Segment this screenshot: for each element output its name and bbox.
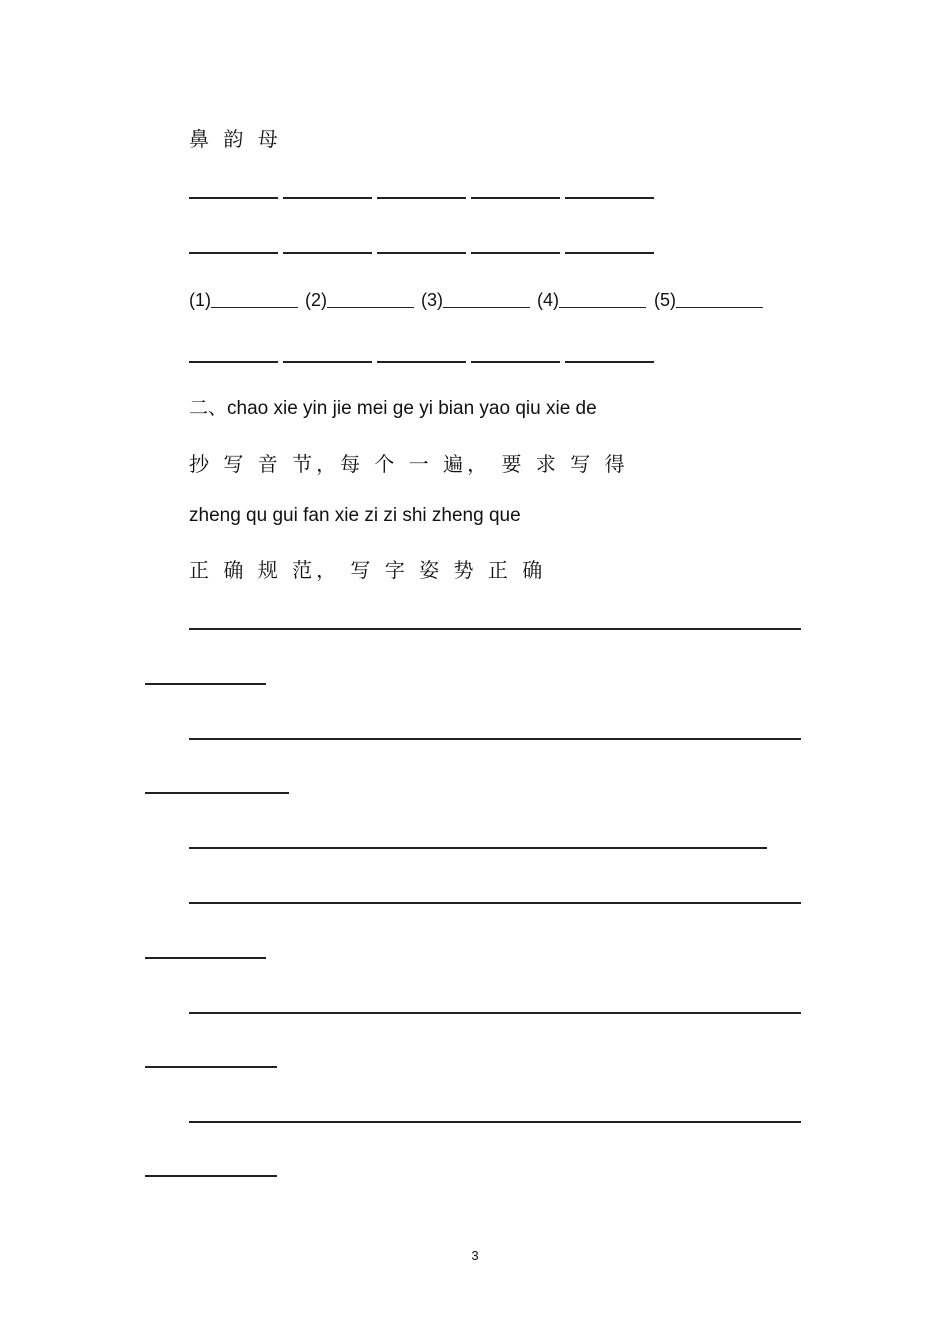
numbered-blank <box>537 289 646 311</box>
blank-line <box>189 197 278 199</box>
blank-line <box>676 307 763 309</box>
blank-number: (1) <box>189 290 211 310</box>
writing-line <box>189 628 801 630</box>
writing-line <box>189 738 801 740</box>
writing-line <box>189 1012 801 1014</box>
writing-line-continuation <box>145 683 266 685</box>
blank-line <box>559 307 646 309</box>
numbered-blank <box>189 289 298 311</box>
blank-line <box>189 252 278 254</box>
pinyin-text: chao xie yin jie mei ge yi bian yao qiu xie de <box>227 398 597 419</box>
numbered-blank <box>421 289 530 311</box>
blank-line <box>377 197 466 199</box>
blank-line <box>471 252 560 254</box>
blank-line <box>471 361 560 363</box>
section-title: 鼻 韵 母 <box>189 127 282 151</box>
section-two-hanzi-1: 抄 写 音 节，每 个 一 遍， 要 求 写 得 <box>189 452 629 476</box>
blank-line <box>565 197 654 199</box>
blank-line <box>471 197 560 199</box>
blank-line <box>565 252 654 254</box>
numbered-blank <box>305 289 414 311</box>
section-two-pinyin-1 <box>189 396 597 422</box>
writing-line-continuation <box>145 1175 277 1177</box>
blank-number: (3) <box>421 290 443 310</box>
writing-line-continuation <box>145 1066 277 1068</box>
writing-line-continuation <box>145 957 266 959</box>
blank-line <box>377 252 466 254</box>
blank-line <box>377 361 466 363</box>
writing-line <box>189 1121 801 1123</box>
writing-line <box>189 902 801 904</box>
numbered-blank <box>654 289 763 311</box>
blank-number: (5) <box>654 290 676 310</box>
writing-line-continuation <box>145 792 289 794</box>
writing-line <box>189 847 767 849</box>
blank-line <box>443 307 530 309</box>
blank-line <box>327 307 414 309</box>
blank-line <box>565 361 654 363</box>
blank-number: (2) <box>305 290 327 310</box>
blank-line <box>189 361 278 363</box>
blank-line <box>283 197 372 199</box>
section-two-pinyin-2: zheng qu gui fan xie zi zi shi zheng que <box>189 505 521 526</box>
blank-line <box>211 307 298 309</box>
blank-line <box>283 252 372 254</box>
blank-number: (4) <box>537 290 559 310</box>
section-two-hanzi-2: 正 确 规 范， 写 字 姿 势 正 确 <box>189 558 547 582</box>
blank-line <box>283 361 372 363</box>
section-number: 二、 <box>189 398 228 419</box>
page-number: 3 <box>471 1248 479 1263</box>
